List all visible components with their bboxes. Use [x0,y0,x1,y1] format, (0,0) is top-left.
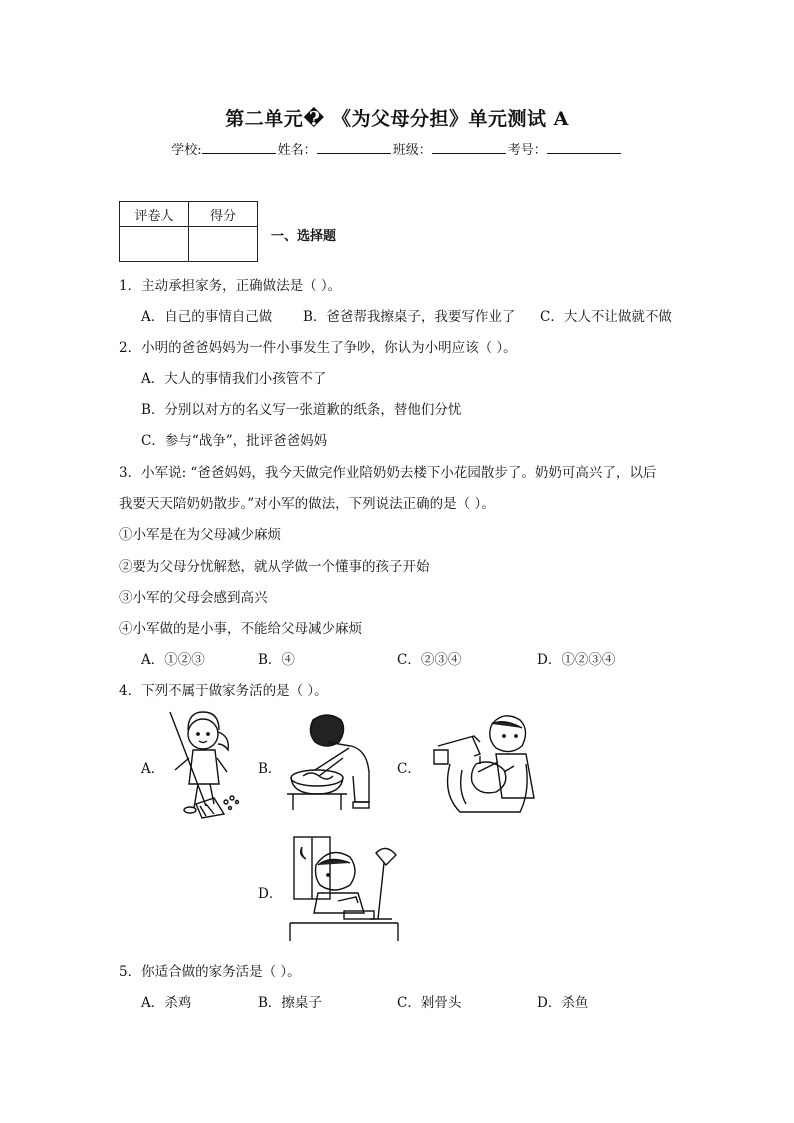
q5-option-d[interactable]: D．杀鱼 [537,995,589,1011]
q5-stem: 5．你适合做的家务活是（ ）。 [119,964,301,980]
q4-label-b[interactable]: B． [258,761,282,777]
q4-label-c[interactable]: C． [397,761,421,777]
q4-label-d[interactable]: D． [258,886,283,902]
score-header: 得分 [189,202,258,227]
q1-stem: 1．主动承担家务，正确做法是（ ）。 [119,278,342,294]
q1-option-c[interactable]: C．大人不让做就不做 [540,309,672,325]
exam-no-label: 考号： [507,143,547,158]
q2-option-a[interactable]: A．大人的事情我们小孩管不了 [141,371,327,387]
q3-statement-1: ①小军是在为父母减少麻烦 [119,527,281,543]
q4-label-a[interactable]: A． [141,761,165,777]
name-label: 姓名： [277,143,317,158]
score-table [119,201,258,262]
girl-sweeping-image[interactable] [160,708,246,820]
q2-option-c[interactable]: C．参与“战争”，批评爸爸妈妈 [141,433,328,449]
class-label: 班级： [392,143,432,158]
q3-statement-3: ③小军的父母会感到高兴 [119,590,268,606]
q3-stem-line2: 我要天天陪奶奶散步。”对小军的做法，下列说法正确的是（ ）。 [119,496,495,512]
q4-stem: 4．下列不属于做家务活的是（ ）。 [119,683,328,699]
boy-filling-kettle-image[interactable] [432,706,542,822]
q5-option-b[interactable]: B．擦桌子 [258,995,322,1011]
name-blank[interactable] [317,141,391,154]
q1-option-a[interactable]: A．自己的事情自己做 [141,309,273,325]
grader-header: 评卷人 [120,202,189,227]
exam-no-blank[interactable] [547,141,621,154]
student-info-line [0,139,794,158]
score-cell[interactable] [189,227,258,262]
class-blank[interactable] [432,141,506,154]
page-title: 第二单元� 《为父母分担》单元测试 A [225,108,569,130]
q3-option-d[interactable]: D．①②③④ [537,652,616,668]
q1-option-b[interactable]: B．爸爸帮我擦桌子，我要写作业了 [303,309,516,325]
school-blank[interactable] [202,141,276,154]
q3-stem-line1: 3．小军说: “爸爸妈妈，我今天做完作业陪奶奶去楼下小花园散步了。奶奶可高兴了，以后 [119,465,657,481]
section-title: 一、选择题 [271,229,337,244]
q2-option-b[interactable]: B．分别以对方的名义写一张道歉的纸条，替他们分忧 [141,402,462,418]
boy-doing-homework-image[interactable] [288,835,400,943]
q3-option-c[interactable]: C．②③④ [397,652,462,668]
q2-stem: 2．小明的爸爸妈妈为一件小事发生了争吵，你认为小明应该（ ）。 [119,340,517,356]
boy-washing-clothes-image[interactable] [283,708,378,812]
grader-cell[interactable] [120,227,189,262]
q3-statement-2: ②要为父母分忧解愁，就从学做一个懂事的孩子开始 [119,559,430,575]
q3-statement-4: ④小军做的是小事，不能给父母减少麻烦 [119,621,362,637]
q3-option-a[interactable]: A．①②③ [141,652,205,668]
q5-option-c[interactable]: C．剁骨头 [397,995,462,1011]
school-label: 学校: [171,143,202,158]
q3-option-b[interactable]: B．④ [258,652,295,668]
q5-option-a[interactable]: A．杀鸡 [141,995,192,1011]
